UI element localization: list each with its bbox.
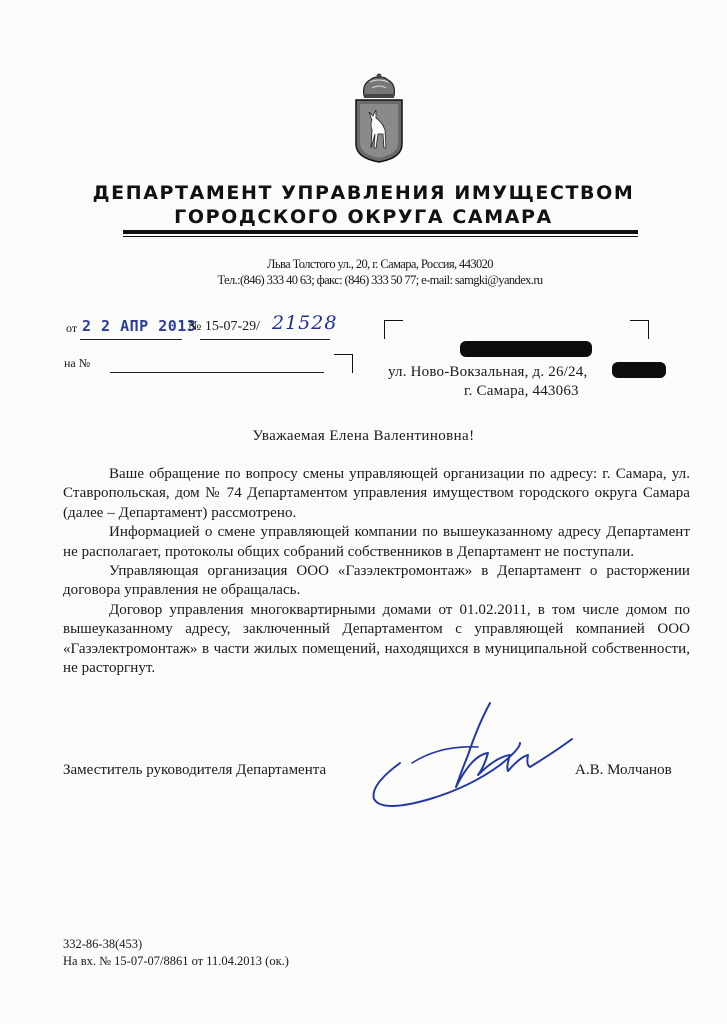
redacted-apartment [612,362,666,378]
recipient-address-line2: г. Самара, 443063 [464,383,579,399]
redacted-recipient-name [460,341,592,357]
letter-paragraph: Ваше обращение по вопросу смены управляющей организации по адресу: г. Самара, ул. Ставропольская, дом № 74 Департаментом управления имуществом городского округа Самара (далее – Департамент) рассмотрено. [63,466,690,521]
coat-of-arms-icon [352,72,406,164]
handwritten-signature [360,695,580,815]
date-underline [80,339,182,340]
letter-paragraph: Договор управления многоквартирными домами от 01.02.2011, в том числе домом по вышеуказанному адресу, заключенный Департаментом с управляющей компанией ООО «Газэлектромонтаж» в части жилых помещений, находящихся в муниципальной собственности, не расторгнут. [63,601,690,677]
addressee-corner-left [384,320,403,339]
department-contacts: Тел.:(846) 333 40 63; факс: (846) 333 50 77; e-mail: samgki@yandex.ru [217,273,543,287]
department-address: Льва Толстого ул., 20, г. Самара, Россия, 443020 [267,257,493,271]
header-divider-thick [123,230,638,234]
department-title-line1: ДЕПАРТАМЕНТ УПРАВЛЕНИЯ ИМУЩЕСТВОМ [92,182,635,204]
addressee-corner-right [630,320,649,339]
reply-number-underline [110,372,324,373]
executor-phone: 332-86-38(453) [63,937,143,951]
signer-position: Заместитель руководителя Департамента [63,762,327,778]
salutation: Уважаемая Елена Валентиновна! [252,428,475,444]
registration-number-label: № 15-07-29/ [188,319,261,334]
number-underline [200,339,330,340]
letter-paragraph: Управляющая организация ООО «Газэлектромонтаж» в Департамент о расторжении договора управления не обращалась. [63,563,690,599]
incoming-reference: На вх. № 15-07-07/8861 от 11.04.2013 (ок.) [63,954,289,968]
letter-body [63,465,690,678]
date-label: от [66,321,78,335]
letter-paragraph: Информацией о смене управляющей компании по вышеуказанному адресу Департамент не располагает, протоколы общих собраний собственников в Департамент не поступали. [63,524,690,560]
recipient-address-line1: ул. Ново-Вокзальная, д. 26/24, [388,364,588,380]
registration-number-handwritten: 21528 [272,312,338,334]
reply-number-label: на № [64,356,91,370]
addressee-bracket-right-top [334,354,353,373]
date-stamp: 2 2 АПР 2013 [82,317,197,335]
department-title-line2: ГОРОДСКОГО ОКРУГА САМАРА [174,206,553,228]
header-divider-thin [123,236,638,237]
signer-name: А.В. Молчанов [575,762,672,778]
